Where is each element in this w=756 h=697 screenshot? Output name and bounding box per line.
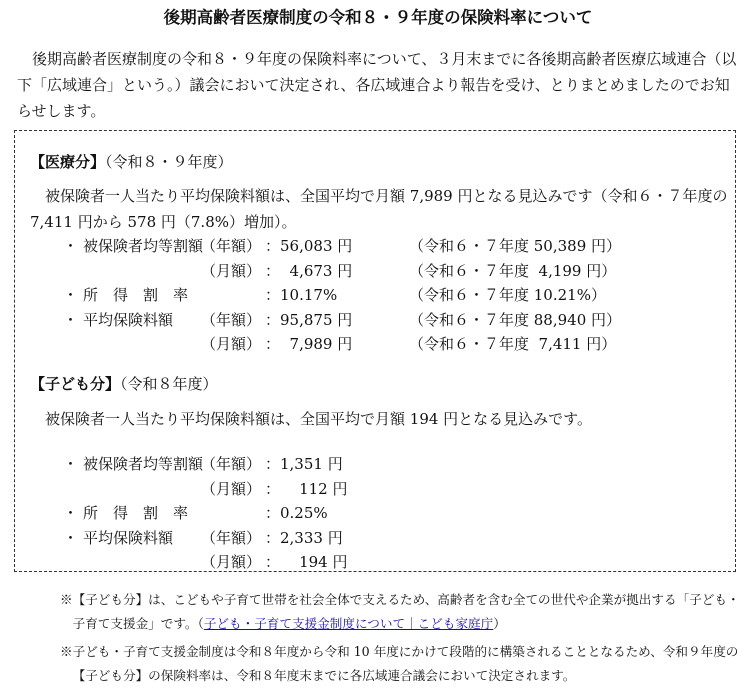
rate-value: ： 194 円 (265, 553, 348, 571)
rate-value: ：95,875 円 (265, 310, 353, 329)
child-rate-row (15, 478, 735, 500)
medical-rate-row (15, 333, 735, 355)
child-rate-row (15, 551, 735, 573)
rate-label: 被保険者均等割額 (83, 455, 204, 473)
medical-rate-row (15, 284, 735, 306)
child-summary: 被保険者一人当たり平均保険料額は、全国平均で月額 194 円となる見込みです。 (45, 410, 592, 428)
medical-rate-row (15, 260, 735, 282)
child-heading-label: 【子ども分】 (30, 375, 121, 393)
rate-unit: （年額） (201, 237, 262, 255)
bullet-marker: ・ (63, 310, 79, 329)
note-child-portion (60, 588, 740, 636)
bullet-marker: ・ (63, 528, 79, 547)
prev-rate-value: （令和６・７年度 88,940 円） (409, 310, 622, 329)
bullet-marker: ・ (63, 504, 79, 522)
medical-rate-row (15, 309, 735, 331)
page-title: 後期高齢者医療制度の令和８・９年度の保険料率について (163, 8, 593, 27)
note1-closing: ） (493, 616, 506, 631)
child-support-link[interactable]: 子ども・子育て支援金制度について｜こども家庭庁 (203, 616, 494, 631)
bullet-marker: ・ (63, 237, 79, 255)
prev-rate-value: （令和６・７年度 7,411 円） (409, 335, 617, 353)
rate-value: ：10.17% (265, 286, 338, 304)
child-rate-row (15, 453, 735, 475)
prev-rate-value: （令和６・７年度 10.21%） (409, 286, 606, 304)
rates-box (14, 130, 736, 572)
note1-text: ※【子ども分】は、こどもや子育て世帯を社会全体で支えるため、高齢者を含む全ての世代や企業が拠出する「子ども・子育て支援金」です。（ (60, 592, 740, 631)
child-heading (30, 373, 218, 394)
child-rate-row (15, 527, 735, 549)
rate-label: 所 得 割 率 (83, 286, 189, 304)
rate-unit: （月額） (201, 335, 262, 353)
rate-value: ： 4,673 円 (265, 261, 353, 280)
intro-paragraph: 後期高齢者医療制度の令和８・９年度の保険料率について、３月末までに各後期高齢者医療広域連合（以下「広域連合」という。）議会において決定され、各広域連合より報告を受け、とりまとめましたのでお知らせします。 (17, 50, 737, 120)
medical-heading (30, 151, 233, 172)
rate-unit: （年額） (201, 310, 262, 329)
child-period: （令和８年度） (120, 375, 218, 393)
rate-unit: （月額） (201, 261, 262, 280)
rate-unit: （月額） (201, 553, 262, 571)
medical-summary: 被保険者一人当たり平均保険料額は、全国平均で月額 7,989 円となる見込みです（令和６・７年度の 7,411 円から 578 円（7.8%）増加）。 (30, 187, 728, 231)
rate-unit: （年額） (201, 455, 262, 473)
rate-value: ： 7,989 円 (265, 335, 353, 353)
prev-rate-value: （令和６・７年度 50,389 円） (409, 237, 622, 255)
medical-rate-row (15, 235, 735, 257)
rate-label: 所 得 割 率 (83, 504, 189, 522)
note-child-support-schedule: ※子ども・子育て支援金制度は令和８年度から令和 10 年度にかけて段階的に構築されることとなるため、令和９年度の【子ども分】の保険料率は、令和８年度末までに各広域連合議会において決定されます。 (60, 644, 739, 683)
rate-value: ：0.25% (265, 504, 328, 522)
prev-rate-value: （令和６・７年度 4,199 円） (409, 261, 617, 280)
rate-value: ：1,351 円 (265, 455, 343, 473)
rate-label: 平均保険料額 (83, 310, 174, 329)
rate-label: 平均保険料額 (83, 528, 174, 547)
medical-period: （令和８・９年度） (105, 153, 233, 171)
notes-section (60, 588, 740, 688)
rate-value: ： 112 円 (265, 479, 348, 498)
rate-unit: （年額） (201, 528, 262, 547)
bullet-marker: ・ (63, 286, 79, 304)
bullet-marker: ・ (63, 455, 79, 473)
medical-heading-label: 【医療分】 (30, 153, 106, 171)
rate-label: 被保険者均等割額 (83, 237, 204, 255)
rate-value: ：2,333 円 (265, 528, 343, 547)
rate-value: ：56,083 円 (265, 237, 353, 255)
rate-unit: （月額） (201, 479, 262, 498)
child-rate-row (15, 502, 735, 524)
